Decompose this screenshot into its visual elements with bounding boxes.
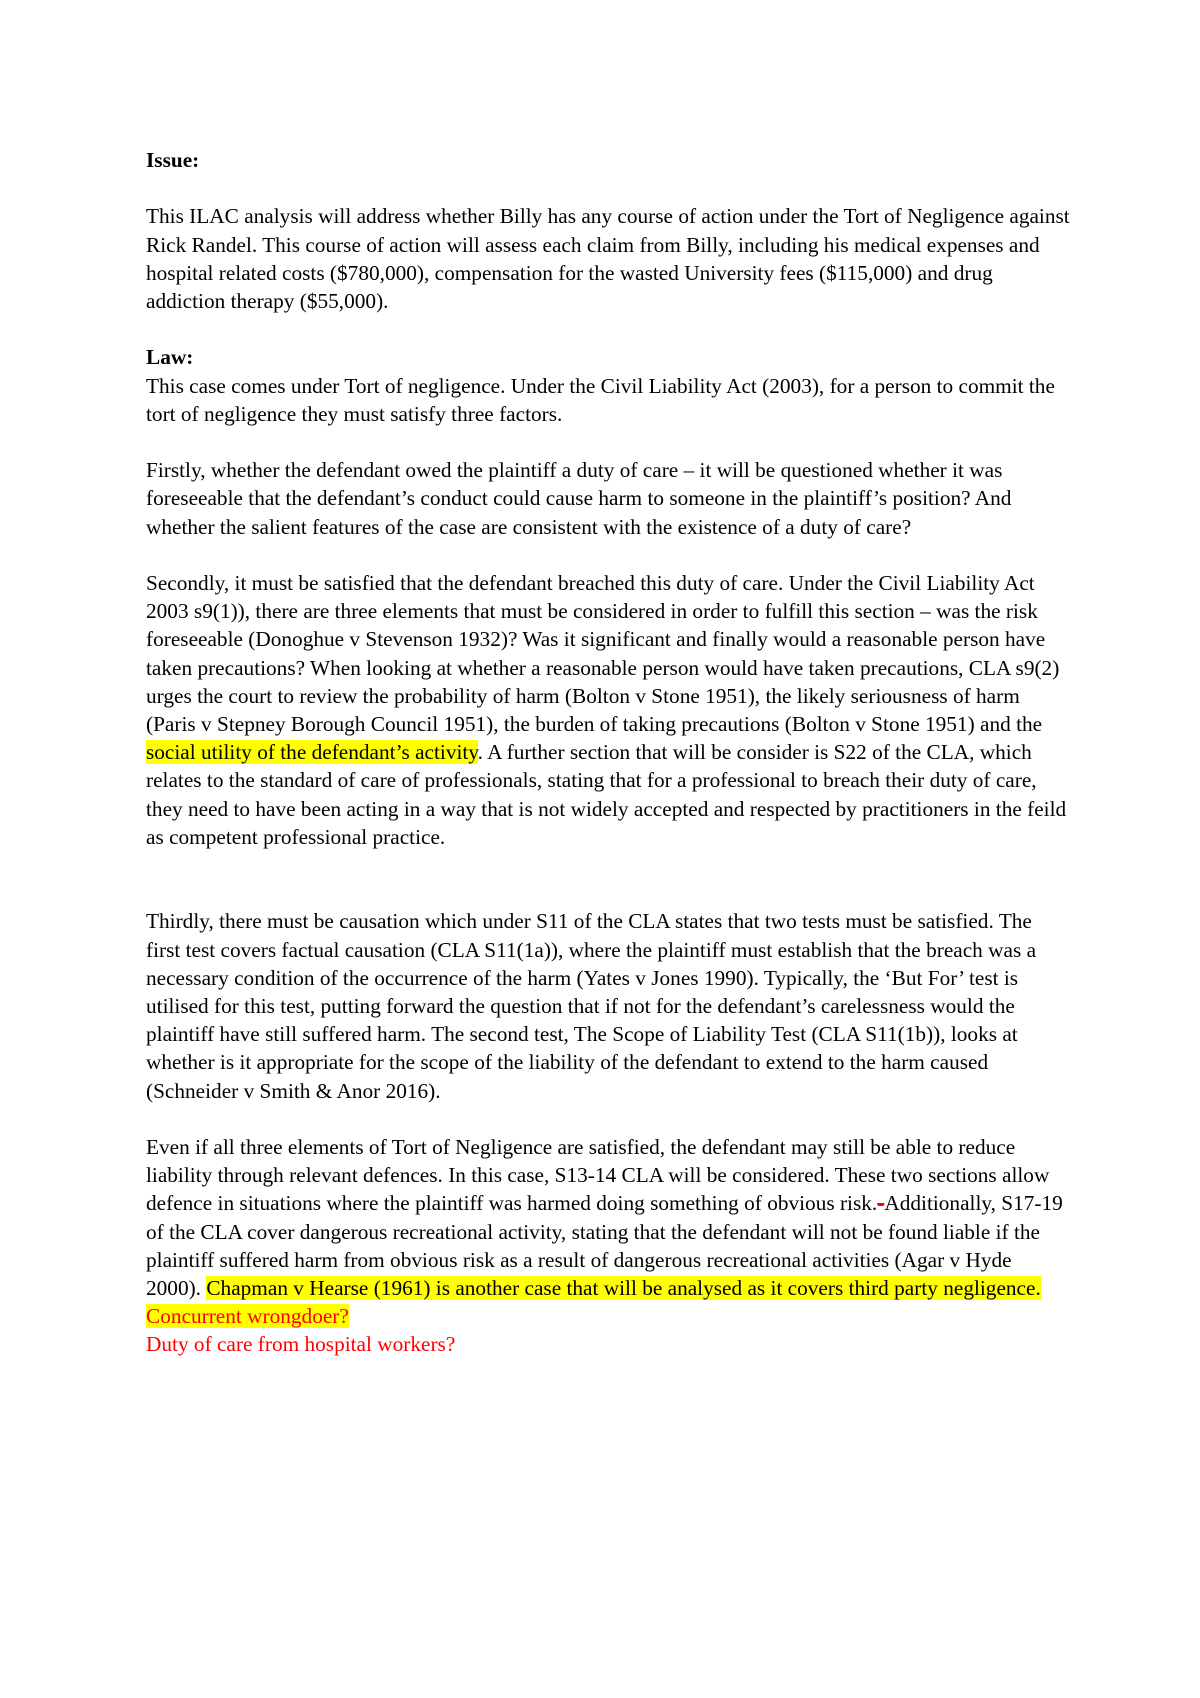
spacer [146, 851, 1071, 907]
law-heading: Law: [146, 345, 194, 370]
red-highlighted-note: Concurrent wrongdoer? [146, 1304, 349, 1329]
issue-heading: Issue: [146, 148, 200, 172]
issue-paragraph: This ILAC analysis will address whether Billy has any course of action under the Tort of Negligence against Rick Randel. This course of action will assess each claim from Billy, including his medical expenses and hospital related costs ($780,000), compensation for the wasted University fees ($115,000) and drug addiction therapy ($55,000). [146, 204, 1070, 313]
breach-paragraph [146, 569, 1071, 851]
breach-highlighted-text: social utility of the defendant’s activity [146, 740, 478, 765]
spacer [146, 428, 1071, 456]
causation-paragraph: Thirdly, there must be causation which under S11 of the CLA states that two tests must be satisfied. The first test covers factual causation (CLA S11(1a)), where the plaintiff must establish that the breach was a necessary condition of the occurrence of the harm (Yates v Jones 1990). Typically, the ‘But For’ test is utilised for this test, putting forward the question that if not for the defendant’s carelessness would the plaintiff have still suffered harm. The second test, The Scope of Liability Test (CLA S11(1b)), looks at whether is it appropriate for the scope of the liability of the defendant to extend to the harm caused (Schneider v Smith & Anor 2016). [146, 909, 1037, 1103]
note-hospital-duty: Duty of care from hospital workers? [146, 1332, 456, 1357]
defences-text-start: Even if all three elements of Tort of Negligence are satisfied, the defendant may still be able to reduce liability through relevant defences. In this case, S13-14 CLA will be considered. These two sections allow defence in situations where the plaintiff was harmed doing something of obvious risk. [146, 1135, 1050, 1216]
spacer [146, 174, 1071, 202]
spacer [146, 315, 1071, 343]
breach-text-start: Secondly, it must be satisfied that the defendant breached this duty of care. Under the Civil Liability Act 2003 s9(1)), there are three elements that must be considered in order to fulfill this section – was the risk foreseeable (Donoghue v Stevenson 1932)? Was it significant and finally would a reasonable person have taken precautions? When looking at whether a reasonable person would have taken precautions, CLA s9(2) urges the court to review the probability of harm (Bolton v Stone 1951), the likely seriousness of harm (Paris v Stepney Borough Council 1951), the burden of taking precautions (Bolton v Stone 1951) and the [146, 570, 1060, 736]
spacer [146, 1105, 1071, 1133]
defences-highlighted-text: Chapman v Hearse (1961) is another case that will be analysed as it covers third party negligence. [206, 1276, 1041, 1301]
breach-text-end: . A further section that will be consider is S22 of the CLA, which relates to the standard of care of professionals, stating that for a professional to breach their duty of care, they need to have been acting in a way that is not widely accepted and respected by practitioners in the feild as competent professional practice. [146, 740, 1067, 849]
defences-text-middle: Additionally, S17-19 of the CLA cover dangerous recreational activity, stating that the defendant will not be found liable if the plaintiff suffered harm from obvious risk as a result of dangerous recreational activities (Agar v Hyde 2000). [146, 1191, 1063, 1301]
document-body [146, 146, 1071, 1359]
note-concurrent-wrongdoer [146, 1302, 1071, 1330]
deleted-text-mark: - [877, 1191, 885, 1216]
duty-of-care-paragraph: Firstly, whether the defendant owed the plaintiff a duty of care – it will be questioned whether it was foreseeable that the defendant’s conduct could cause harm to someone in the plaintiff’s position? And whether the salient features of the case are consistent with the existence of a duty of care? [146, 458, 1012, 539]
spacer [146, 541, 1071, 569]
defences-paragraph [146, 1133, 1071, 1302]
law-intro-paragraph: This case comes under Tort of negligence. Under the Civil Liability Act (2003), for a person to commit the tort of negligence they must satisfy three factors. [146, 373, 1055, 426]
